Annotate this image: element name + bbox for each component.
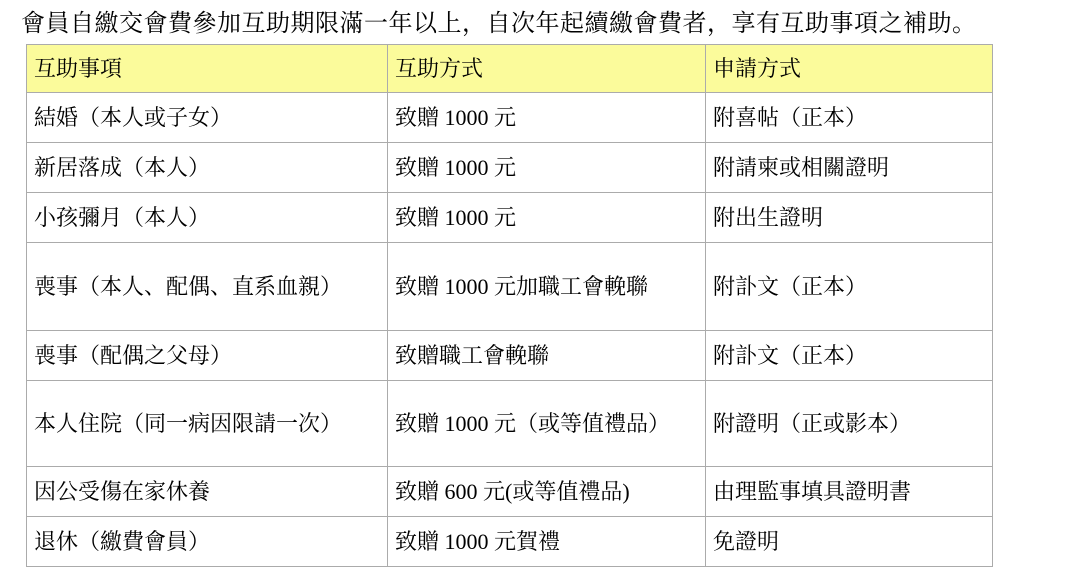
table-row (27, 193, 993, 243)
table-row (27, 381, 993, 467)
cell-aid-method: 致贈 1000 元賀禮 (388, 517, 706, 567)
table-header-row (27, 45, 993, 93)
header-application-method: 申請方式 (706, 45, 993, 93)
header-aid-item: 互助事項 (27, 45, 388, 93)
cell-aid-item: 退休（繳費會員） (27, 517, 388, 567)
header-aid-method: 互助方式 (388, 45, 706, 93)
cell-application-method: 附請柬或相關證明 (706, 143, 993, 193)
table-row (27, 93, 993, 143)
cell-application-method: 附證明（正或影本） (706, 381, 993, 467)
cell-aid-method: 致贈 600 元(或等值禮品) (388, 467, 706, 517)
cell-application-method: 附訃文（正本） (706, 243, 993, 331)
cell-application-method: 由理監事填具證明書 (706, 467, 993, 517)
mutual-aid-table (26, 44, 993, 567)
cell-aid-item: 喪事（配偶之父母） (27, 331, 388, 381)
cell-application-method: 免證明 (706, 517, 993, 567)
cell-application-method: 附喜帖（正本） (706, 93, 993, 143)
table-row (27, 331, 993, 381)
cell-application-method: 附出生證明 (706, 193, 993, 243)
cell-aid-method: 致贈 1000 元（或等值禮品） (388, 381, 706, 467)
cell-aid-item: 因公受傷在家休養 (27, 467, 388, 517)
cell-aid-method: 致贈 1000 元加職工會輓聯 (388, 243, 706, 331)
cell-application-method: 附訃文（正本） (706, 331, 993, 381)
cell-aid-item: 小孩彌月（本人） (27, 193, 388, 243)
table-row (27, 143, 993, 193)
intro-text: 會員自繳交會費參加互助期限滿一年以上，自次年起續繳會費者，享有互助事項之補助。 (21, 11, 977, 37)
table-row (27, 517, 993, 567)
cell-aid-method: 致贈職工會輓聯 (388, 331, 706, 381)
cell-aid-item: 本人住院（同一病因限請一次） (27, 381, 388, 467)
cell-aid-item: 新居落成（本人） (27, 143, 388, 193)
cell-aid-item: 喪事（本人、配偶、直系血親） (27, 243, 388, 331)
cell-aid-method: 致贈 1000 元 (388, 143, 706, 193)
cell-aid-item: 結婚（本人或子女） (27, 93, 388, 143)
cell-aid-method: 致贈 1000 元 (388, 193, 706, 243)
table-row (27, 467, 993, 517)
cell-aid-method: 致贈 1000 元 (388, 93, 706, 143)
table-row (27, 243, 993, 331)
